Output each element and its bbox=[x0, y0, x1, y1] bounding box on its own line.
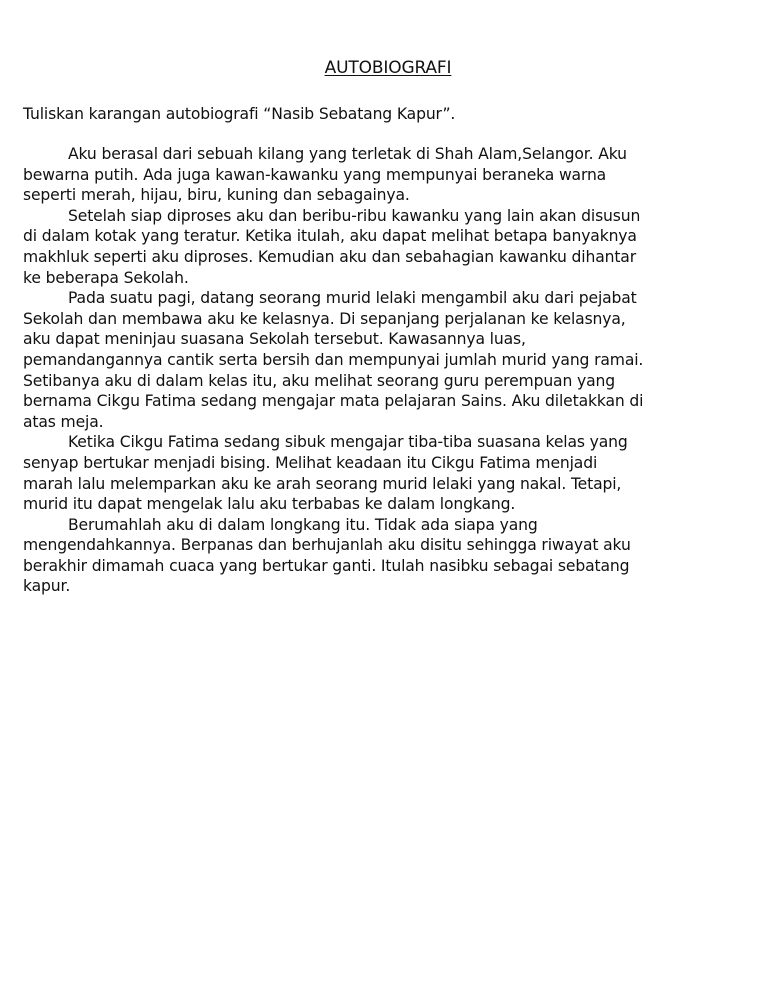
text-line: berakhir dimamah cuaca yang bertukar ganti. Itulah nasibku sebagai sebatang bbox=[23, 556, 630, 575]
text-line: Setelah siap diproses aku dan beribu-ribu kawanku yang lain akan disusun bbox=[68, 206, 641, 225]
essay-prompt: Tuliskan karangan autobiografi “Nasib Sebatang Kapur”. bbox=[23, 105, 456, 123]
text-line: Sekolah dan membawa aku ke kelasnya. Di sepanjang perjalanan ke kelasnya, bbox=[23, 309, 626, 328]
text-line: murid itu dapat mengelak lalu aku terbabas ke dalam longkang. bbox=[23, 495, 516, 514]
text-line: atas meja. bbox=[23, 412, 104, 431]
text-line: bernama Cikgu Fatima sedang mengajar mata pelajaran Sains. Aku diletakkan di bbox=[23, 392, 644, 411]
text-line: aku dapat meninjau suasana Sekolah tersebut. Kawasannya luas, bbox=[23, 330, 526, 349]
text-line: bewarna putih. Ada juga kawan-kawanku yang mempunyai beraneka warna bbox=[23, 165, 607, 184]
text-line: di dalam kotak yang teratur. Ketika itulah, aku dapat melihat betapa banyaknya bbox=[23, 227, 637, 246]
paragraph bbox=[23, 515, 755, 597]
text-line: seperti merah, hijau, biru, kuning dan sebagainya. bbox=[23, 186, 410, 205]
essay-body bbox=[23, 144, 755, 597]
text-line: Aku berasal dari sebuah kilang yang terletak di Shah Alam,Selangor. Aku bbox=[68, 145, 627, 163]
text-line: Berumahlah aku di dalam longkang itu. Tidak ada siapa yang bbox=[68, 515, 538, 534]
text-line: pemandangannya cantik serta bersih dan mempunyai jumlah murid yang ramai. bbox=[23, 350, 644, 369]
text-line: Setibanya aku di dalam kelas itu, aku melihat seorang guru perempuan yang bbox=[23, 371, 615, 390]
text-line: kapur. bbox=[23, 577, 71, 596]
title-text: AUTOBIOGRAFI bbox=[324, 58, 452, 78]
text-line: Ketika Cikgu Fatima sedang sibuk mengajar tiba-tiba suasana kelas yang bbox=[68, 433, 628, 452]
text-line: makhluk seperti aku diproses. Kemudian aku dan sebahagian kawanku dihantar bbox=[23, 247, 636, 266]
document-title bbox=[23, 57, 753, 79]
paragraph bbox=[23, 206, 755, 288]
paragraph bbox=[23, 288, 755, 432]
text-line: ke beberapa Sekolah. bbox=[23, 268, 189, 287]
paragraph bbox=[23, 432, 755, 514]
text-line: marah lalu melemparkan aku ke arah seorang murid lelaki yang nakal. Tetapi, bbox=[23, 474, 622, 493]
text-line: Pada suatu pagi, datang seorang murid lelaki mengambil aku dari pejabat bbox=[68, 289, 637, 308]
text-line: mengendahkannya. Berpanas dan berhujanlah aku disitu sehingga riwayat aku bbox=[23, 536, 631, 555]
text-line: senyap bertukar menjadi bising. Melihat keadaan itu Cikgu Fatima menjadi bbox=[23, 453, 598, 472]
paragraph bbox=[23, 144, 755, 206]
